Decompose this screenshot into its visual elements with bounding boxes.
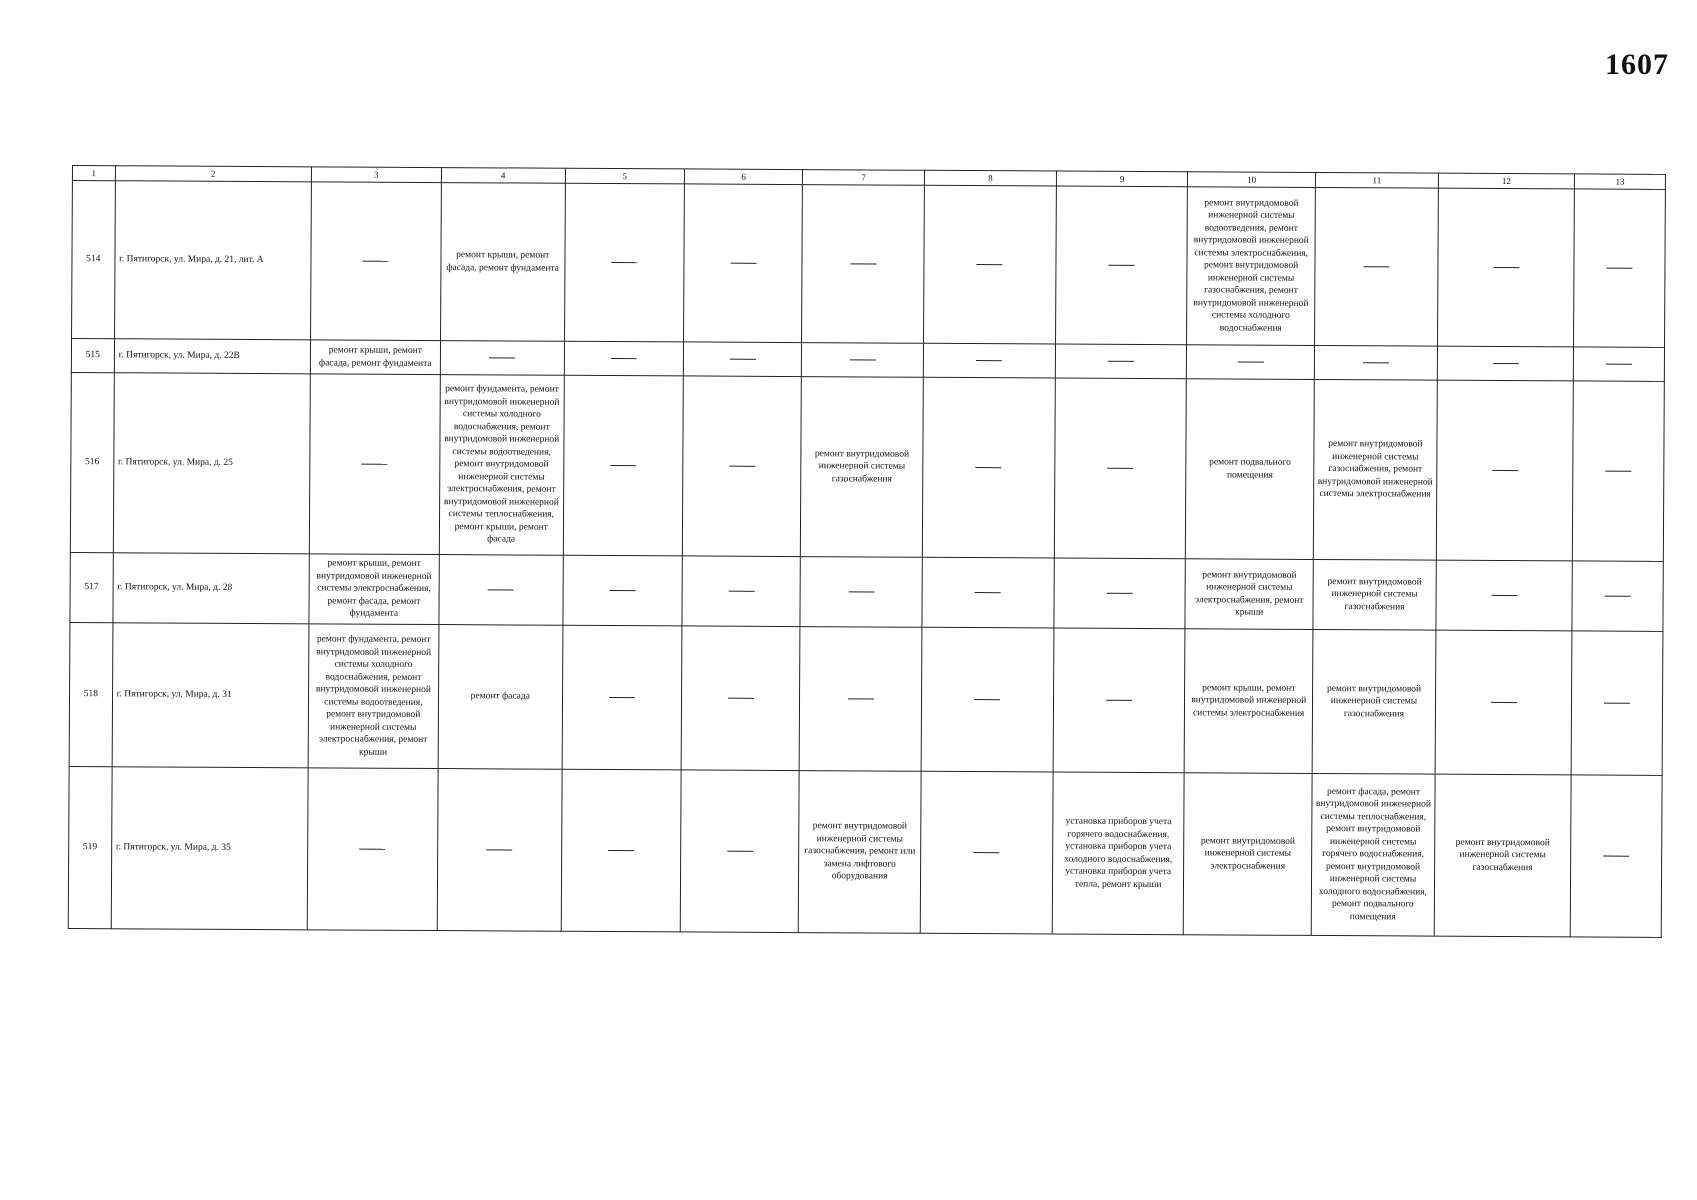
empty-cell [922, 557, 1055, 628]
dash-mark [1492, 362, 1518, 363]
work-type-text: ремонт фасада, ремонт внутридомовой инженерной системы теплоснабжения, ремонт внутридомовой инженерной системы горячего водоснабжения, ремонт внутридомовой инженерной системы холодного водоснабжения, ремонт подвального помещения [1315, 786, 1431, 923]
row-number-cell: 518 [69, 622, 112, 766]
work-type-cell [1313, 379, 1437, 560]
empty-cell [920, 771, 1053, 934]
dash-mark [1363, 266, 1389, 267]
work-type-text: ремонт фундамента, ремонт внутридомовой инженерной системы холодного водоснабжения, ремонт внутридомовой инженерной системы водоотведения, ремонт внутридомовой инженерной системы электроснабжения, ремонт крыши [315, 634, 432, 758]
column-header-7: 7 [803, 170, 925, 186]
dash-mark [609, 697, 635, 698]
column-header-9: 9 [1056, 171, 1187, 187]
work-type-cell [1186, 379, 1315, 560]
work-type-text: ремонт фасада [470, 691, 530, 702]
work-type-text: ремонт внутридомовой инженерной системы газоснабжения [1455, 837, 1550, 873]
dash-mark [848, 591, 874, 592]
empty-cell [1574, 189, 1666, 348]
column-header-6: 6 [684, 169, 802, 185]
dash-mark [1107, 592, 1133, 593]
dash-mark [1605, 595, 1631, 596]
work-type-cell [799, 771, 921, 934]
dash-mark [728, 697, 754, 698]
work-type-cell [310, 340, 440, 375]
dash-mark [1106, 699, 1132, 700]
empty-cell [799, 627, 921, 772]
row-number-cell: 514 [72, 181, 116, 339]
work-type-cell [1311, 773, 1435, 936]
empty-cell [564, 341, 684, 376]
work-type-text: ремонт фундамента, ремонт внутридомовой инженерной системы холодного водоснабжения, ремонт внутридомовой инженерной системы водоотведения, ремонт внутридомовой инженерной системы электроснабжения, ремонт внутридомовой инженерной системы теплоснабжения, ремонт крыши, ремонт фасада [443, 384, 560, 545]
address-cell: г. Пятигорск, ул. Мира, д. 21, лит. А [114, 181, 311, 340]
work-type-text: ремонт внутридомовой инженерной системы газоснабжения, ремонт внутридомовой инженерной системы электроснабжения [1317, 439, 1433, 500]
empty-cell [1573, 381, 1665, 562]
table-row [72, 181, 1666, 348]
dash-mark [489, 357, 515, 358]
empty-cell [1571, 631, 1663, 776]
work-type-text: ремонт крыши, ремонт внутридомовой инженерной системы электроснабжения, ремонт фасада, ремонт фундамента [316, 558, 432, 620]
dash-mark [850, 263, 876, 264]
dash-mark [608, 850, 634, 851]
work-type-cell [1312, 629, 1435, 774]
work-type-text: ремонт внутридомовой инженерной системы водоотведения, ремонт внутридомовой инженерной системы электроснабжения, ремонт внутридомовой инженерной системы газоснабжения, ремонт внутридомовой инженерной системы холодного водоснабжения [1193, 198, 1309, 334]
empty-cell [562, 625, 682, 770]
dash-mark [609, 590, 635, 591]
dash-mark [848, 698, 874, 699]
document-table-container [68, 165, 1666, 938]
work-type-cell [1052, 772, 1184, 935]
empty-cell [1187, 345, 1315, 380]
dash-mark [1363, 362, 1389, 363]
dash-mark [1109, 264, 1135, 265]
empty-cell [564, 183, 684, 342]
empty-cell [1054, 558, 1186, 629]
work-type-cell [439, 375, 564, 556]
table-body [68, 181, 1665, 938]
column-header-8: 8 [924, 170, 1056, 186]
dash-mark [1491, 701, 1517, 702]
dash-mark [363, 260, 389, 261]
dash-mark [974, 852, 1000, 853]
address-cell: г. Пятигорск, ул. Мира, д. 25 [113, 373, 310, 554]
work-type-text: ремонт внутридомовой инженерной системы газоснабжения [814, 448, 910, 485]
work-type-cell [309, 554, 439, 625]
work-type-cell [1184, 629, 1313, 774]
dash-mark [728, 590, 754, 591]
empty-cell [563, 375, 683, 556]
dash-mark [1493, 267, 1519, 268]
empty-cell [1435, 630, 1572, 775]
row-number-cell: 516 [70, 372, 114, 552]
dash-mark [362, 463, 388, 464]
dash-mark [360, 848, 386, 849]
dash-mark [486, 849, 512, 850]
work-type-text: ремонт внутридомовой инженерной системы электроснабжения [1200, 836, 1296, 872]
work-type-cell [1185, 559, 1313, 630]
table-row [70, 552, 1663, 631]
work-type-cell [1183, 773, 1312, 936]
work-type-text: ремонт внутридомовой инженерной системы газоснабжения [1326, 683, 1422, 720]
work-type-text: ремонт внутридомовой инженерной системы газоснабжения, ремонт или замена лифтового оборудования [804, 821, 916, 882]
row-number-cell: 515 [71, 339, 114, 373]
empty-cell [1436, 380, 1573, 561]
work-type-cell [1313, 559, 1436, 630]
dash-mark [976, 360, 1002, 361]
dash-mark [1107, 467, 1133, 468]
address-cell: г. Пятигорск, ул. Мира, д. 31 [112, 623, 309, 768]
column-header-1: 1 [72, 166, 115, 181]
address-cell: г. Пятигорск, ул. Мира, д. 28 [113, 553, 310, 624]
column-header-4: 4 [441, 168, 565, 184]
empty-cell [922, 377, 1055, 558]
dash-mark [727, 850, 753, 851]
work-type-cell [440, 183, 565, 342]
work-type-cell [801, 377, 924, 558]
dash-mark [1108, 360, 1134, 361]
work-type-text: ремонт подвального помещения [1209, 457, 1291, 481]
table-row [68, 766, 1662, 937]
work-type-text: ремонт внутридомовой инженерной системы электроснабжения, ремонт крыши [1195, 569, 1304, 618]
empty-cell [561, 769, 681, 932]
work-type-cell [1187, 187, 1316, 346]
empty-cell [1315, 187, 1438, 346]
empty-cell [1053, 628, 1185, 773]
empty-cell [1054, 378, 1186, 559]
empty-cell [683, 342, 802, 377]
dash-mark [1238, 361, 1264, 362]
column-header-2: 2 [115, 166, 311, 182]
empty-cell [1570, 775, 1662, 938]
dash-mark [977, 264, 1003, 265]
dash-mark [610, 465, 636, 466]
empty-cell [1574, 347, 1665, 382]
dash-mark [1492, 469, 1518, 470]
empty-cell [682, 376, 801, 557]
work-type-text: ремонт крыши, ремонт внутридомовой инженерной системы электроснабжения [1191, 683, 1307, 719]
empty-cell [802, 185, 924, 344]
work-type-cell [438, 625, 562, 770]
table-row [69, 622, 1663, 775]
work-type-cell [1434, 774, 1571, 937]
work-type-text: ремонт крыши, ремонт фасада, ремонт фундамента [318, 345, 432, 369]
empty-cell [439, 555, 563, 626]
empty-cell [802, 343, 924, 378]
column-header-13: 13 [1575, 174, 1666, 190]
dash-mark [611, 262, 637, 263]
dash-mark [729, 465, 755, 466]
repair-schedule-table [68, 165, 1666, 938]
empty-cell [680, 770, 799, 933]
empty-cell [800, 557, 922, 628]
dash-mark [1491, 594, 1517, 595]
column-header-5: 5 [565, 168, 684, 184]
dash-mark [976, 467, 1002, 468]
empty-cell [309, 374, 440, 555]
dash-mark [1605, 470, 1631, 471]
empty-cell [923, 343, 1055, 378]
work-type-text: установка приборов учета горячего водоснабжения, установка приборов учета холодного водоснабжения, установка приборов учета тепла, ремонт крыши [1064, 816, 1173, 890]
empty-cell [923, 185, 1056, 344]
dash-mark [1606, 363, 1632, 364]
empty-cell [1437, 346, 1574, 381]
empty-cell [310, 182, 441, 341]
page-number: 1607 [1605, 48, 1669, 81]
dash-mark [850, 359, 876, 360]
empty-cell [682, 556, 801, 627]
empty-cell [1314, 345, 1437, 380]
empty-cell [1056, 186, 1188, 345]
column-header-11: 11 [1316, 172, 1439, 188]
dash-mark [1604, 702, 1630, 703]
empty-cell [440, 341, 564, 376]
empty-cell [1437, 188, 1574, 347]
column-header-12: 12 [1438, 173, 1575, 189]
work-type-cell [308, 624, 439, 769]
address-cell: г. Пятигорск, ул. Мира, д. 22В [114, 339, 310, 374]
row-number-cell: 519 [68, 766, 112, 928]
dash-mark [611, 358, 637, 359]
dash-mark [730, 262, 756, 263]
empty-cell [1572, 561, 1663, 632]
table-row [70, 372, 1664, 561]
empty-cell [437, 769, 562, 932]
empty-cell [684, 184, 803, 343]
empty-cell [921, 627, 1054, 772]
work-type-text: ремонт внутридомовой инженерной системы газоснабжения [1327, 576, 1422, 613]
work-type-text: ремонт крыши, ремонт фасада, ремонт фундамента [446, 250, 560, 274]
dash-mark [730, 358, 756, 359]
dash-mark [1603, 855, 1629, 856]
empty-cell [563, 555, 683, 626]
dash-mark [1607, 267, 1633, 268]
column-header-3: 3 [311, 167, 441, 183]
empty-cell [1436, 560, 1573, 631]
column-header-10: 10 [1188, 172, 1316, 188]
dash-mark [974, 699, 1000, 700]
address-cell: г. Пятигорск, ул. Мира, д. 35 [111, 767, 308, 930]
empty-cell [1055, 344, 1186, 379]
empty-cell [681, 626, 800, 771]
dash-mark [488, 589, 514, 590]
empty-cell [307, 768, 438, 931]
row-number-cell: 517 [70, 552, 113, 622]
dash-mark [975, 592, 1001, 593]
